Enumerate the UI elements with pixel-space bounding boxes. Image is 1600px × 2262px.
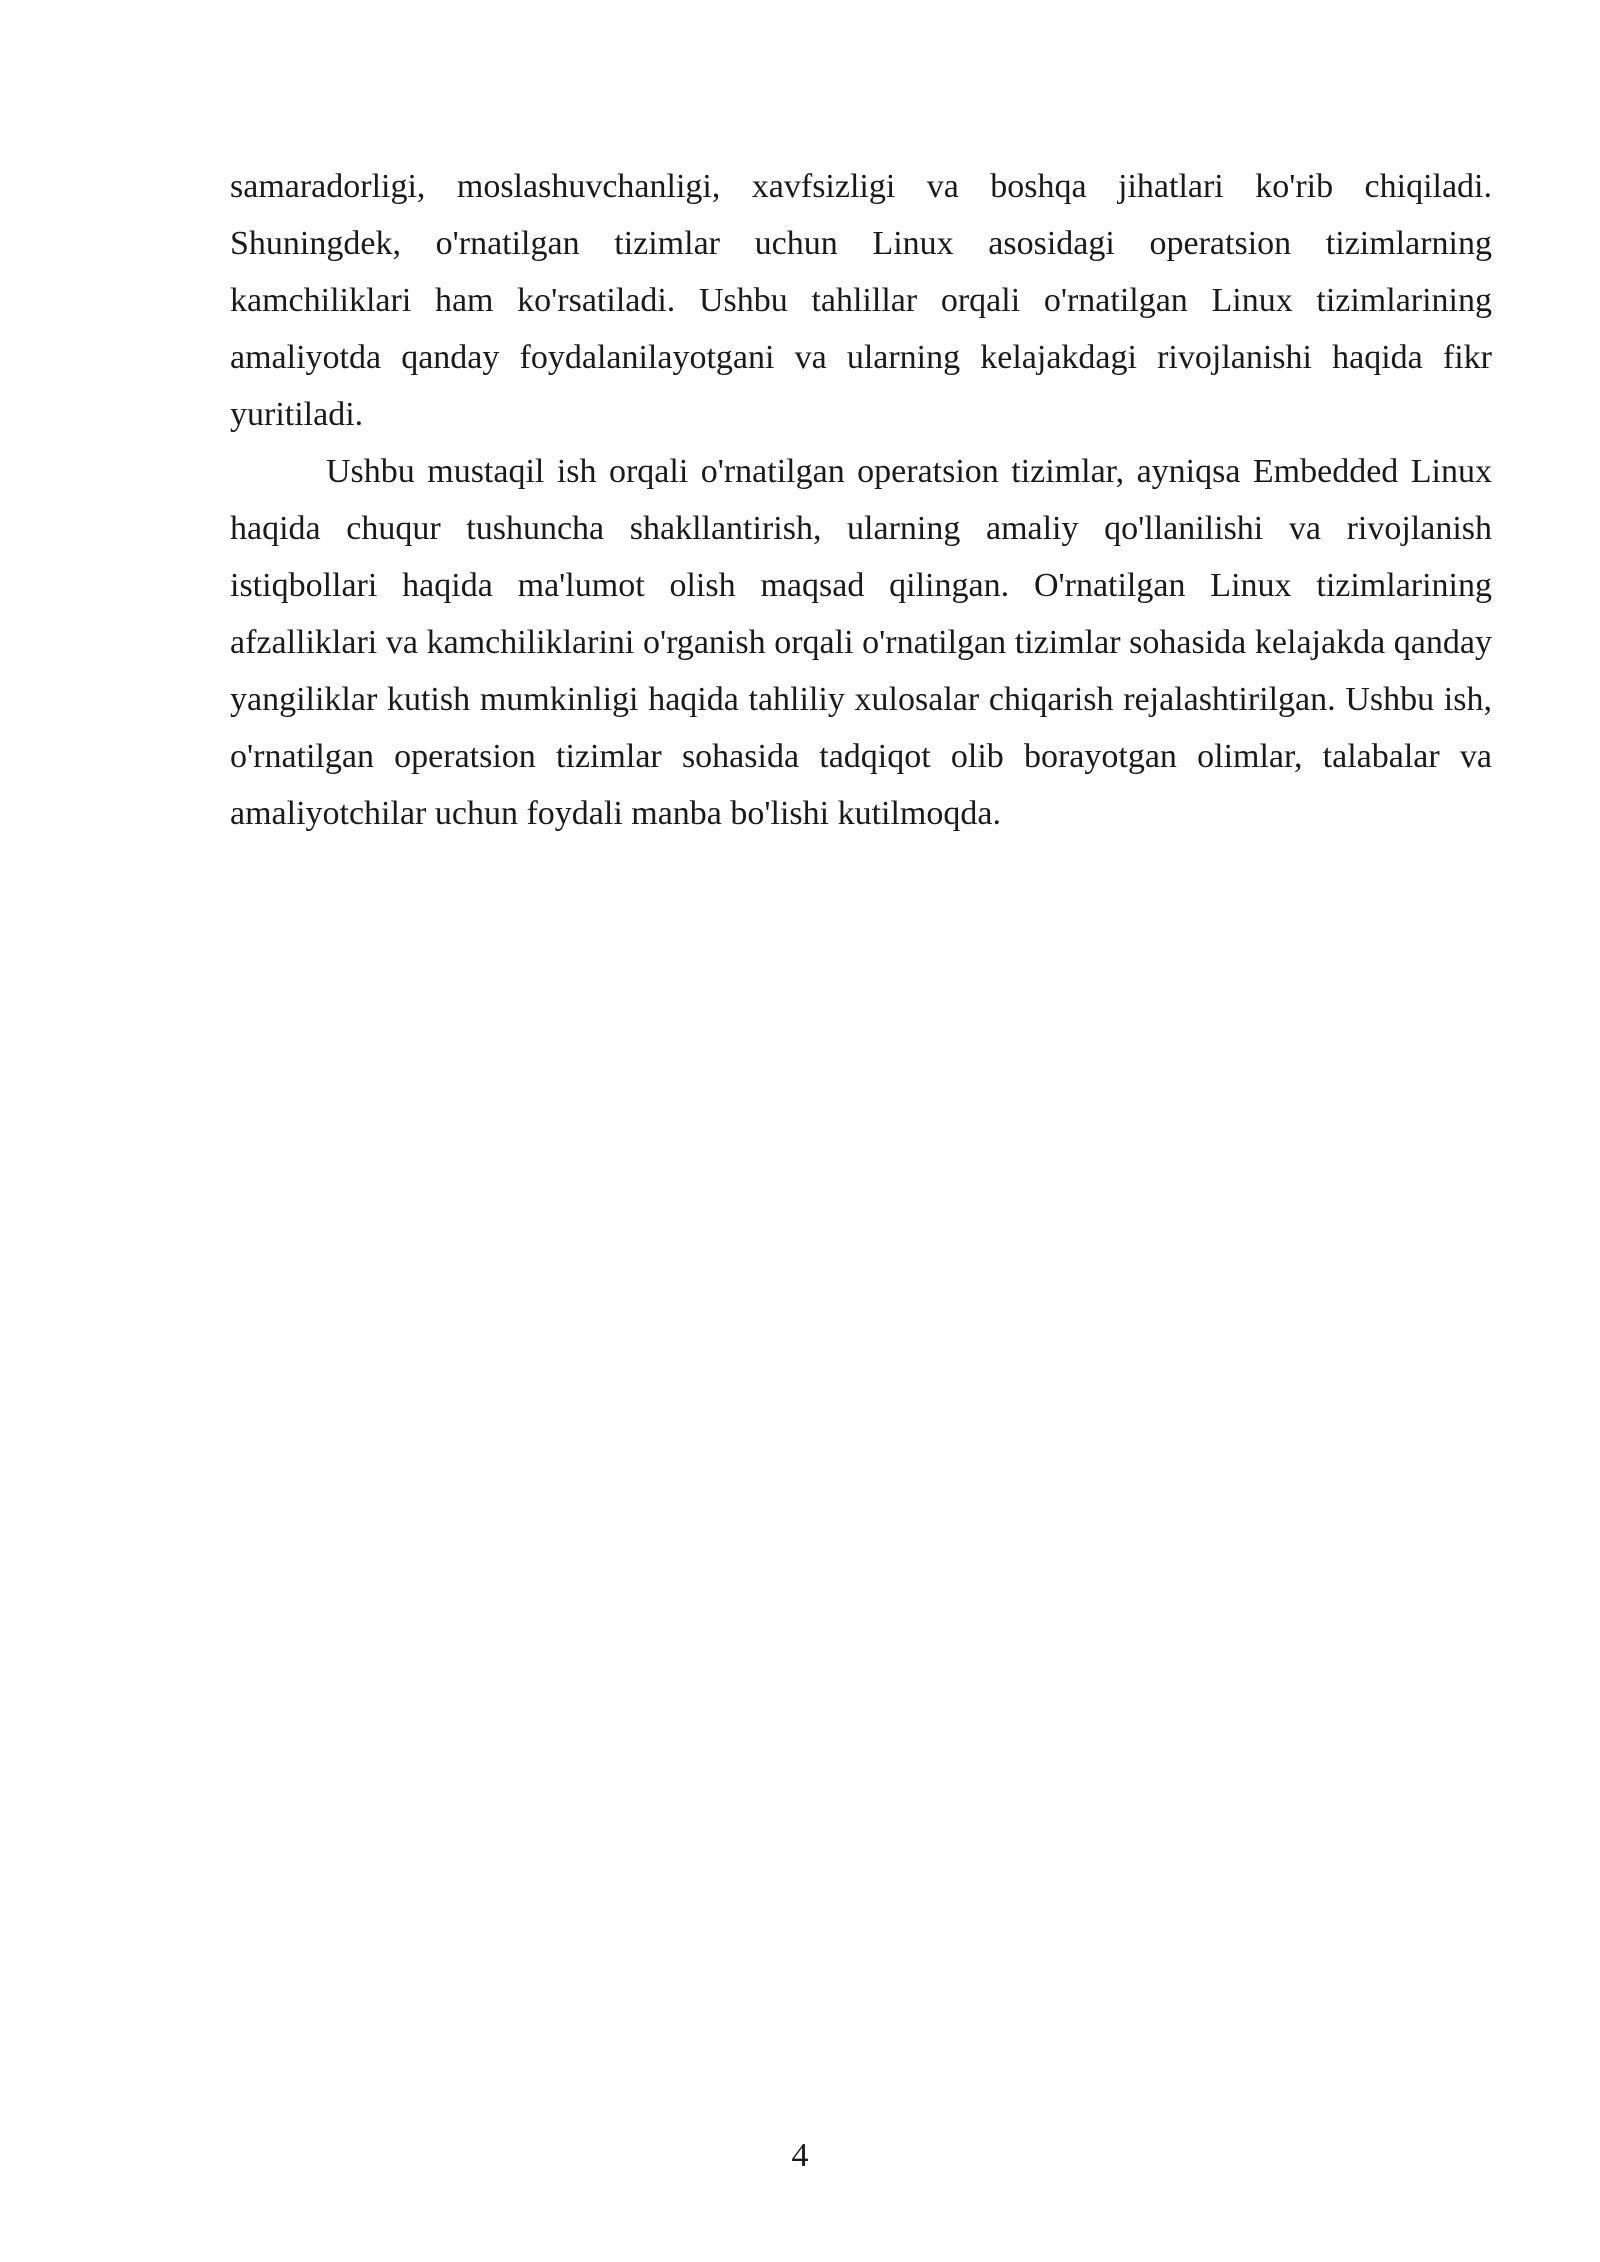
paragraph-continuation: samaradorligi, moslashuvchanligi, xavfsizligi va boshqa jihatlari ko'rib chiqiladi. Shuningdek, o'rnatilgan tizimlar uchun Linux asosidagi operatsion tizimlarning kamchiliklari ham ko'rsatiladi. Ushbu tahlillar orqali o'rnatilgan Linux tizimlarining amaliyotda qanday foydalanilayotgani va ularning kelajakdagi rivojlanishi haqida fikr yuritiladi. [230, 168, 1492, 433]
page-number: 4 [791, 2137, 809, 2174]
paragraph-indented: Ushbu mustaqil ish orqali o'rnatilgan operatsion tizimlar, ayniqsa Embedded Linux haqida chuqur tushuncha shakllantirish, ularning amaliy qo'llanilishi va rivojlanish istiqbollari haqida ma'lumot olish maqsad qilingan. O'rnatilgan Linux tizimlarining afzalliklari va kamchiliklarini o'rganish orqali o'rnatilgan tizimlar sohasida kelajakda qanday yangiliklar kutish mumkinligi haqida tahliliy xulosalar chiqarish rejalashtirilgan. Ushbu ish, o'rnatilgan operatsion tizimlar sohasida tadqiqot olib borayotgan olimlar, talabalar va amaliyotchilar uchun foydali manba bo'lishi kutilmoqda. [230, 453, 1492, 832]
body-text [230, 158, 1492, 842]
